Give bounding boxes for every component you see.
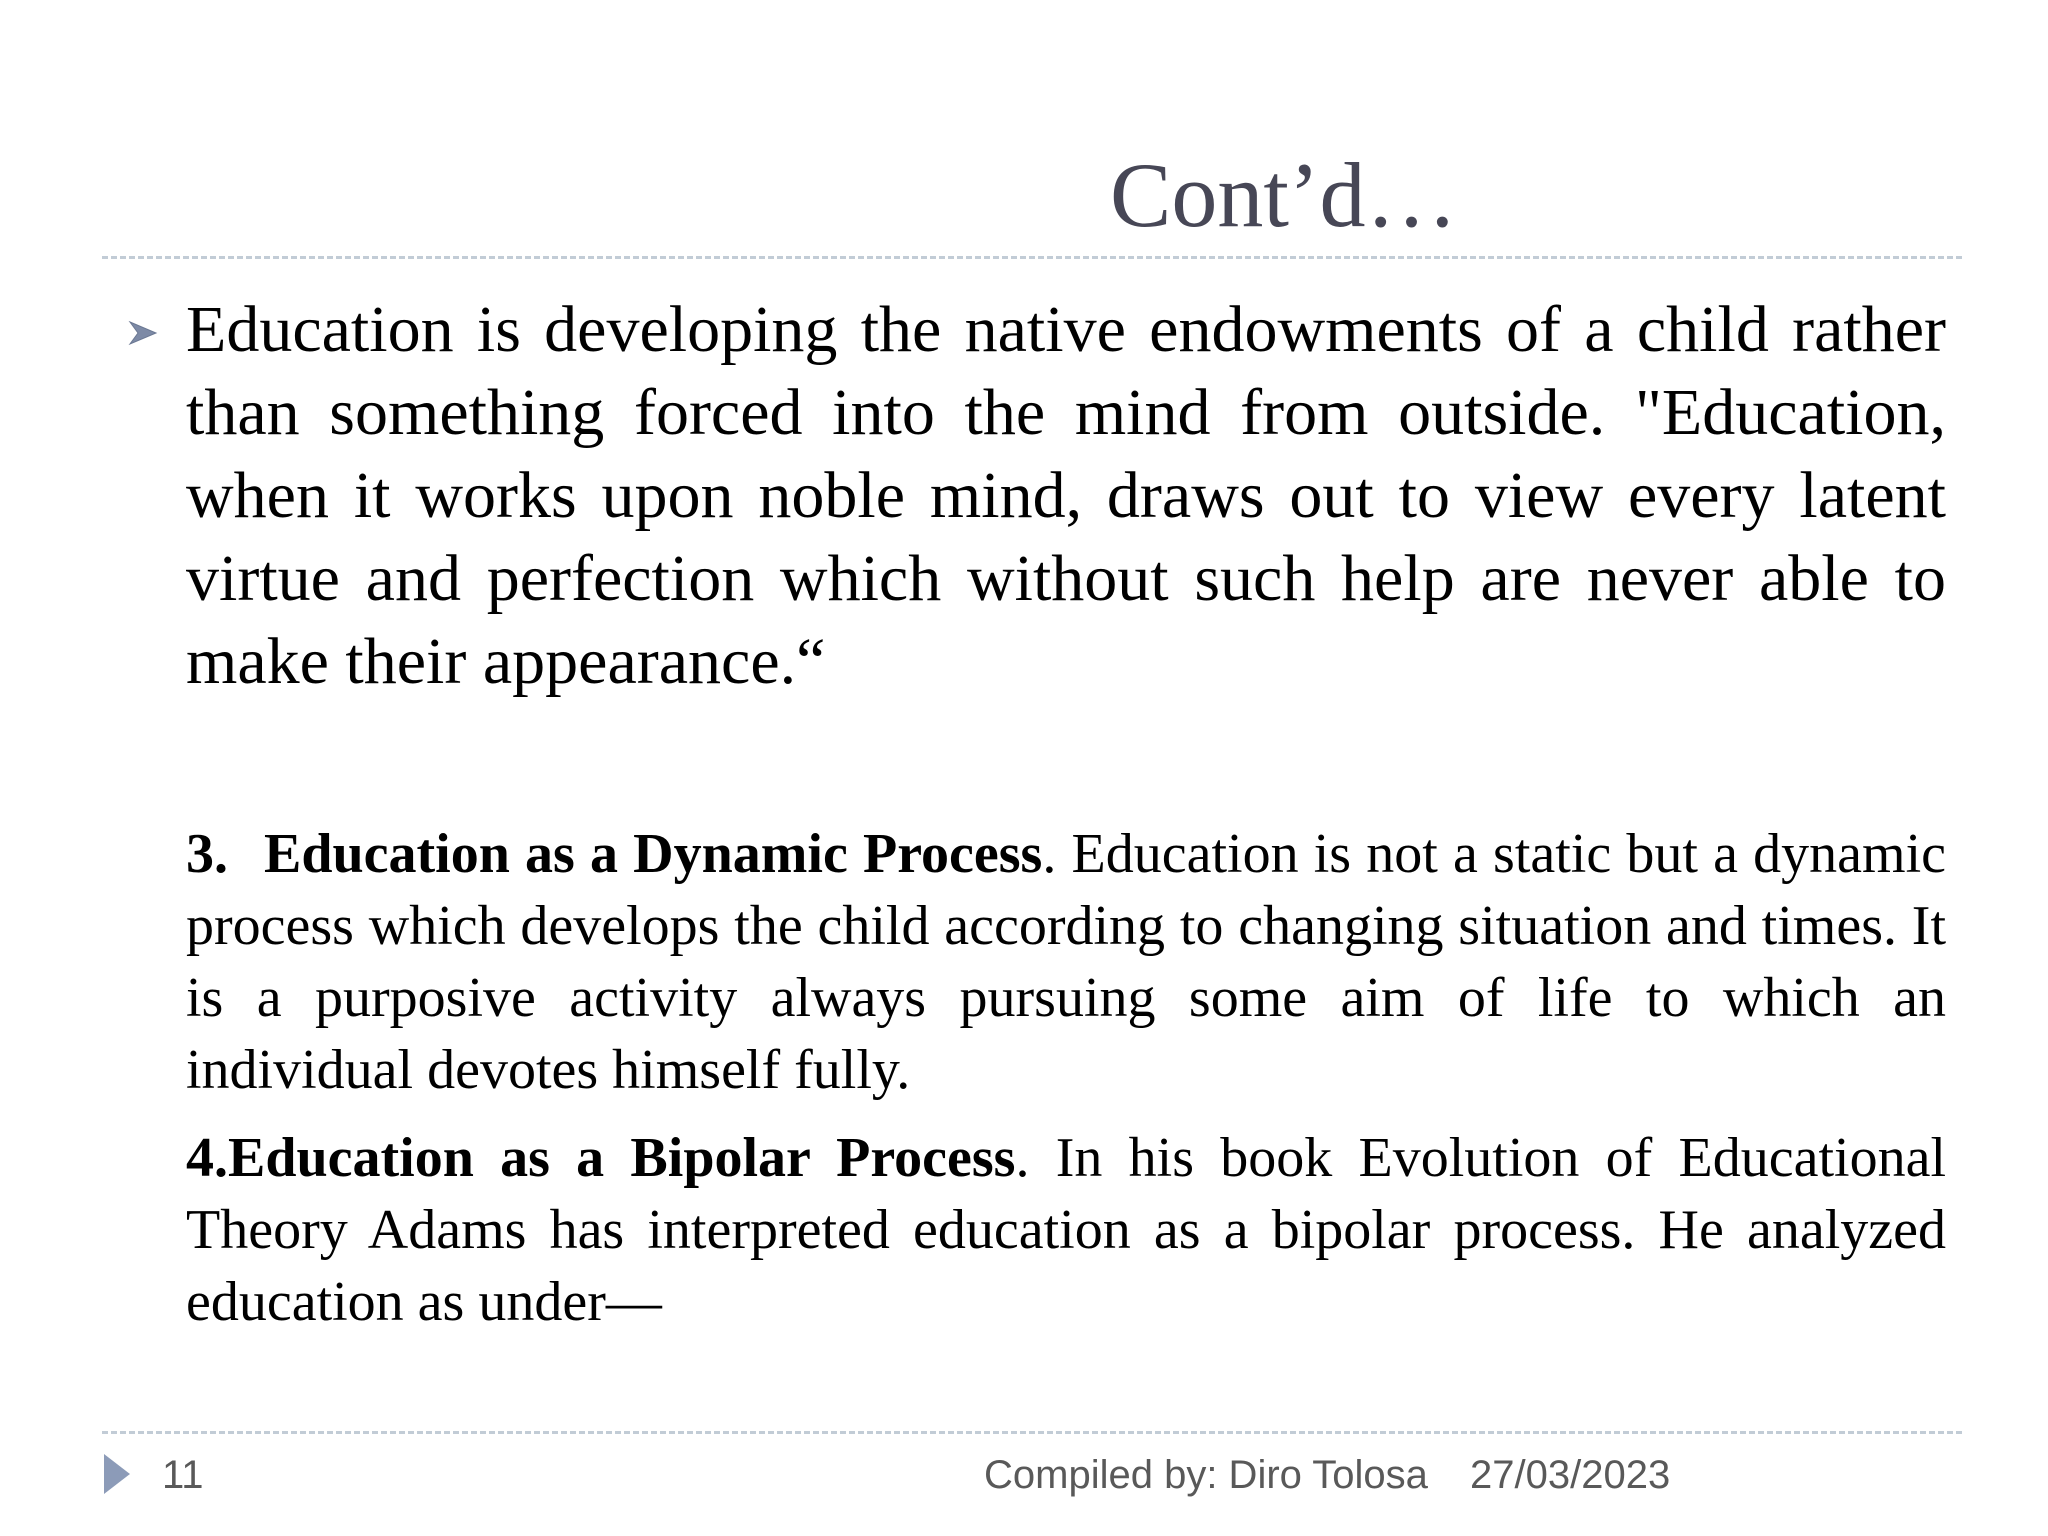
triangle-bullet-icon bbox=[126, 316, 160, 350]
page-number: 11 bbox=[162, 1453, 204, 1497]
bullet-text: Education is developing the native endowments of a child rather than something forced into the mind from outside. "Education, when it works upon noble mind, draws out to view every latent virtue and perfection which without such help are never able to make their appearance.“ bbox=[186, 293, 1946, 698]
footer-author: Compiled by: Diro Tolosa bbox=[984, 1453, 1428, 1497]
play-arrow-icon bbox=[102, 1452, 132, 1496]
point-4-heading: 4.Education as a Bipolar Process bbox=[186, 1127, 1016, 1189]
slide-title: Cont’d… bbox=[1110, 144, 1458, 246]
point-3-heading: Education as a Dynamic Process bbox=[264, 823, 1043, 885]
point-4-text: . In his book Evolution of Educational Theory Adams has interpreted education as a bipolar process. He analyzed education as under— bbox=[186, 1127, 1947, 1333]
point-3-number: 3. bbox=[186, 823, 228, 885]
footer-divider bbox=[102, 1431, 1962, 1434]
point-3-text: . Education is not a static but a dynamic process which develops the child according to changing situation and times. It is a purposive activity always pursuing some aim of life to which an individual devotes himself fully. bbox=[186, 823, 1946, 1101]
footer-date: 27/03/2023 bbox=[1470, 1453, 1671, 1497]
point-3-paragraph bbox=[186, 818, 1946, 1106]
point-4-paragraph bbox=[186, 1122, 1946, 1338]
title-divider bbox=[102, 256, 1962, 259]
